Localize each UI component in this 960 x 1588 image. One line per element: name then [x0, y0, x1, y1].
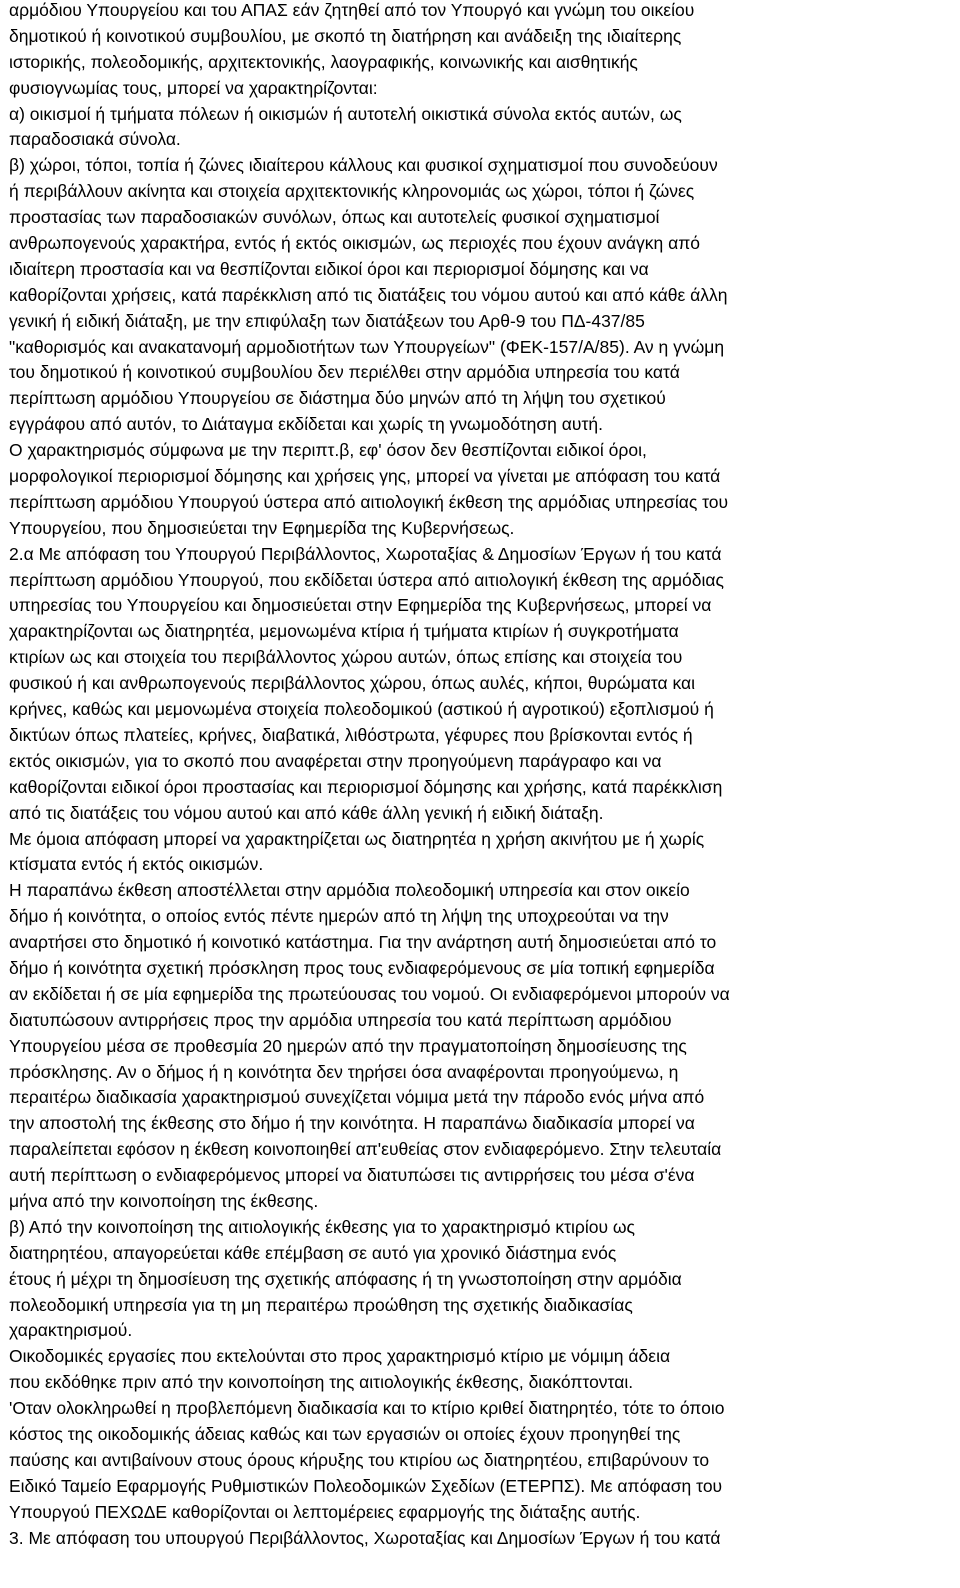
- text-line: ιδιαίτερη προστασία και να θεσπίζονται ειδικοί όροι και περιορισμοί δόμησης και να: [9, 258, 649, 279]
- text-line: του δημοτικού ή κοινοτικού συμβουλίου δεν περιέλθει στην αρμόδια υπηρεσία του κατά: [9, 362, 680, 383]
- document-body: [9, 0, 940, 1551]
- text-line: περίπτωση αρμόδιου Υπουργού ύστερα από αιτιολογική έκθεση της αρμόδιας υπηρεσίας του: [9, 491, 729, 512]
- text-line: γενική ή ειδική διάταξη, με την επιφύλαξη των διατάξεων του Αρθ-9 του ΠΔ-437/85: [9, 310, 645, 331]
- text-line: κτιρίων ως και στοιχεία του περιβάλλοντος χώρου αυτών, όπως επίσης και στοιχεία του: [9, 647, 683, 668]
- text-line: ιστορικής, πολεοδομικής, αρχιτεκτονικής, λαογραφικής, κοινωνικής και αισθητικής: [9, 51, 638, 72]
- text-line: διατυπώσουν αντιρρήσεις προς την αρμόδια υπηρεσία του κατά περίπτωση αρμόδιου: [9, 1009, 672, 1030]
- text-line: Ο χαρακτηρισμός σύμφωνα με την περιπτ.β, εφ' όσον δεν θεσπίζονται ειδικοί όροι,: [9, 440, 647, 461]
- text-line: 2.α Με απόφαση του Υπουργού Περιβάλλοντος, Χωροταξίας & Δημοσίων Έργων ή του κατά: [9, 543, 722, 564]
- text-line: έτους ή μέχρι τη δημοσίευση της σχετικής απόφασης ή τη γνωστοποίηση στην αρμόδια: [9, 1268, 682, 1289]
- text-line: καθορίζονται ειδικοί όροι προστασίας και περιορισμοί δόμησης και χρήσης, κατά παρέκκλιση: [9, 776, 723, 797]
- text-line: Υπουργείου, που δημοσιεύεται την Εφημερίδα της Κυβερνήσεως.: [9, 517, 515, 538]
- text-line: Οικοδομικές εργασίες που εκτελούνται στο προς χαρακτηρισμό κτίριο με νόμιμη άδεια: [9, 1346, 671, 1367]
- text-line: αρμόδιου Υπουργείου και του ΑΠΑΣ εάν ζητηθεί από τον Υπουργό και γνώμη του οικείου: [9, 0, 695, 20]
- text-line: φυσιογνωμίας τους, μπορεί να χαρακτηρίζονται:: [9, 77, 378, 98]
- text-line: 3. Με απόφαση του υπουργού Περιβάλλοντος, Χωροταξίας και Δημοσίων Έργων ή του κατά: [9, 1527, 721, 1548]
- text-line: κρήνες, καθώς και μεμονωμένα στοιχεία πολεοδομικού (αστικού ή αγροτικού) εξοπλισμού ή: [9, 699, 714, 720]
- text-line: ανθρωπογενούς χαρακτήρα, εντός ή εκτός οικισμών, ως περιοχές που έχουν ανάγκη από: [9, 233, 701, 254]
- text-line: δήμο ή κοινότητα σχετική πρόσκληση προς τους ενδιαφερόμενους σε μία τοπική εφημερίδα: [9, 957, 715, 978]
- text-line: περαιτέρω διαδικασία χαρακτηρισμού συνεχίζεται νόμιμα μετά την πάροδο ενός μήνα από: [9, 1087, 705, 1108]
- text-line: β) Από την κοινοποίηση της αιτιολογικής έκθεσης για το χαρακτηρισμό κτιρίου ως: [9, 1216, 635, 1237]
- text-line: ή περιβάλλουν ακίνητα και στοιχεία αρχιτεκτονικής κληρονομιάς ως χώροι, τόποι ή ζώνες: [9, 181, 695, 202]
- text-line: υπηρεσίας του Υπουργείου και δημοσιεύεται στην Εφημερίδα της Κυβερνήσεως, μπορεί να: [9, 595, 712, 616]
- text-line: Η παραπάνω έκθεση αποστέλλεται στην αρμόδια πολεοδομική υπηρεσία και στον οικείο: [9, 880, 690, 901]
- text-line: κόστος της οικοδομικής άδειας καθώς και των εργασιών οι οποίες έχουν προηγηθεί της: [9, 1423, 681, 1444]
- text-line: εκτός οικισμών, για το σκοπό που αναφέρεται στην προηγούμενη παράγραφο και να: [9, 750, 662, 771]
- text-line: την αποστολή της έκθεσης στο δήμο ή την κοινότητα. Η παραπάνω διαδικασία μπορεί να: [9, 1113, 695, 1134]
- text-line: Με όμοια απόφαση μπορεί να χαρακτηρίζεται ως διατηρητέα η χρήση ακινήτου με ή χωρίς: [9, 828, 705, 849]
- text-line: Υπουργού ΠΕΧΩΔΕ καθορίζονται οι λεπτομέρειες εφαρμογής της διάταξης αυτής.: [9, 1501, 641, 1522]
- text-line: προστασίας των παραδοσιακών συνόλων, όπως και αυτοτελείς φυσικοί σχηματισμοί: [9, 207, 660, 228]
- text-line: αυτή περίπτωση ο ενδιαφερόμενος μπορεί να διατυπώσει τις αντιρρήσεις του μέσα σ'ένα: [9, 1165, 695, 1186]
- text-line: α) οικισμοί ή τμήματα πόλεων ή οικισμών ή αυτοτελή οικιστικά σύνολα εκτός αυτών, ως: [9, 103, 682, 124]
- text-line: δικτύων όπως πλατείες, κρήνες, διαβατικά, λιθόστρωτα, γέφυρες που βρίσκονται εντός ή: [9, 724, 693, 745]
- text-line: μορφολογικοί περιορισμοί δόμησης και χρήσεις γης, μπορεί να γίνεται με απόφαση του κατά: [9, 466, 721, 487]
- text-line: χαρακτηρισμού.: [9, 1320, 133, 1341]
- text-line: 'Οταν ολοκληρωθεί η προβλεπόμενη διαδικασία και το κτίριο κριθεί διατηρητέο, τότε το όποιο: [9, 1398, 725, 1419]
- text-line: φυσικού ή και ανθρωπογενούς περιβάλλοντος χώρου, όπως αυλές, κήποι, θυρώματα και: [9, 673, 696, 694]
- text-line: Ειδικό Ταμείο Εφαρμογής Ρυθμιστικών Πολεοδομικών Σχεδίων (ΕΤΕΡΠΣ). Με απόφαση του: [9, 1475, 723, 1496]
- text-line: εγγράφου από αυτόν, το Διάταγμα εκδίδεται και χωρίς τη γνωμοδότηση αυτή.: [9, 414, 603, 435]
- text-line: διατηρητέου, απαγορεύεται κάθε επέμβαση σε αυτό για χρονικό διάστημα ενός: [9, 1242, 617, 1263]
- text-line: περίπτωση αρμόδιου Υπουργείου σε διάστημα δύο μηνών από τη λήψη του σχετικού: [9, 388, 666, 409]
- text-line: που εκδόθηκε πριν από την κοινοποίηση της αιτιολογικής έκθεσης, διακόπτονται.: [9, 1372, 634, 1393]
- text-line: Υπουργείου μέσα σε προθεσμία 20 ημερών από την πραγματοποίηση δημοσίευσης της: [9, 1035, 687, 1056]
- text-line: "καθορισμός και ανακατανομή αρμοδιοτήτων των Υπουργείων" (ΦΕΚ-157/Α/85). Αν η γνώμη: [9, 336, 725, 357]
- text-line: αναρτήσει στο δημοτικό ή κοινοτικό κατάστημα. Για την ανάρτηση αυτή δημοσιεύεται από το: [9, 932, 717, 953]
- text-line: δήμο ή κοινότητα, ο οποίος εντός πέντε ημερών από τη λήψη της υποχρεούται να την: [9, 906, 669, 927]
- text-line: πρόσκλησης. Αν ο δήμος ή η κοινότητα δεν τηρήσει όσα αναφέρονται προηγούμενω, η: [9, 1061, 679, 1082]
- text-line: καθορίζονται χρήσεις, κατά παρέκκλιση από τις διατάξεις του νόμου αυτού και από κάθε άλλη: [9, 284, 728, 305]
- text-line: παραδοσιακά σύνολα.: [9, 129, 181, 150]
- text-line: β) χώροι, τόποι, τοπία ή ζώνες ιδιαίτερου κάλλους και φυσικοί σχηματισμοί που συνοδεύουν: [9, 155, 718, 176]
- text-line: μήνα από την κοινοποίηση της έκθεσης.: [9, 1190, 319, 1211]
- text-line: παύσης και αντιβαίνουν στους όρους κήρυξης του κτιρίου ως διατηρητέου, επιβαρύνουν το: [9, 1449, 710, 1470]
- text-line: από τις διατάξεις του νόμου αυτού και από κάθε άλλη γενική ή ειδική διάταξη.: [9, 802, 604, 823]
- text-line: δημοτικού ή κοινοτικού συμβουλίου, με σκοπό τη διατήρηση και ανάδειξη της ιδιαίτερης: [9, 25, 682, 46]
- text-line: πολεοδομική υπηρεσία για τη μη περαιτέρω προώθηση της σχετικής διαδικασίας: [9, 1294, 633, 1315]
- text-line: κτίσματα εντός ή εκτός οικισμών.: [9, 854, 264, 875]
- text-line: περίπτωση αρμόδιου Υπουργού, που εκδίδεται ύστερα από αιτιολογική έκθεση της αρμόδιας: [9, 569, 724, 590]
- text-line: παραλείπεται εφόσον η έκθεση κοινοποιηθεί απ'ευθείας στον ενδιαφερόμενο. Στην τελευταία: [9, 1139, 722, 1160]
- text-line: χαρακτηρίζονται ως διατηρητέα, μεμονωμένα κτίρια ή τμήματα κτιρίων ή συγκροτήματα: [9, 621, 679, 642]
- text-line: αν εκδίδεται ή σε μία εφημερίδα της πρωτεύουσας του νομού. Οι ενδιαφερόμενοι μπορούν να: [9, 983, 730, 1004]
